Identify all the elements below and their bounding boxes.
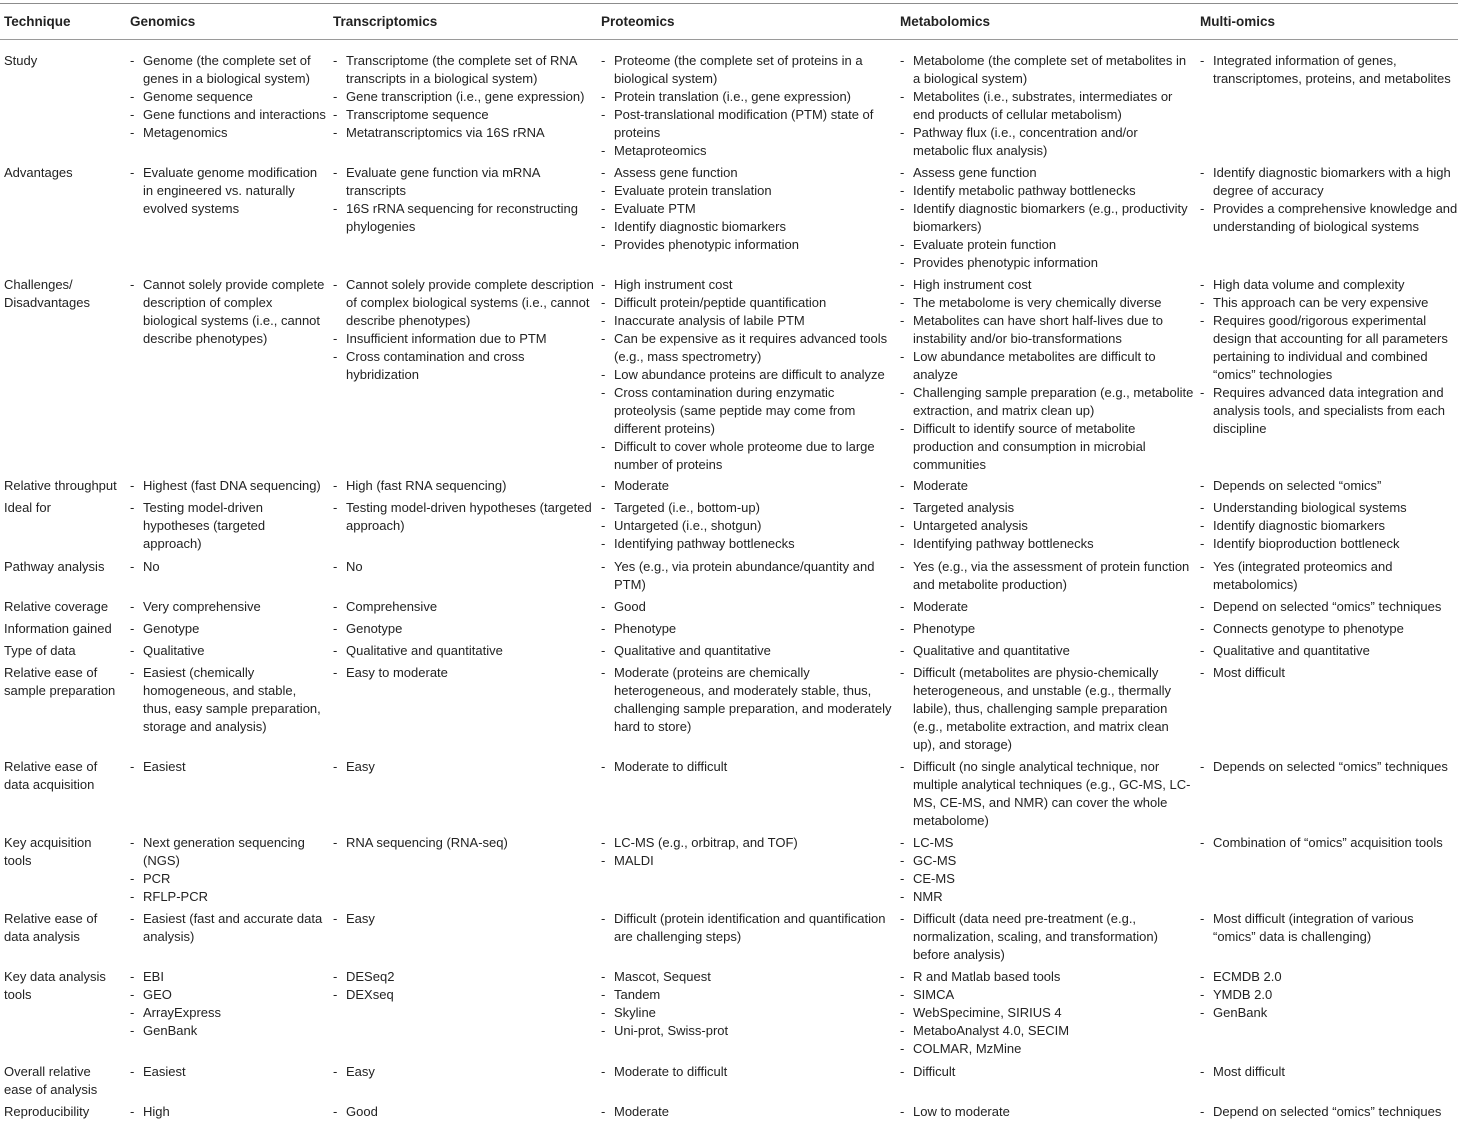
- cell-item: - Moderate: [601, 477, 893, 495]
- row-label: Key acquisition tools: [4, 835, 92, 868]
- cell-item: - ArrayExpress: [130, 1004, 326, 1022]
- cell-item: - Difficult: [900, 1063, 1194, 1081]
- table-cell: [601, 910, 893, 946]
- cell-item: - Qualitative and quantitative: [601, 642, 893, 660]
- cell-item: - Testing model-driven hypotheses (targeted approach): [130, 499, 326, 553]
- table-cell: [900, 276, 1194, 474]
- cell-item: - GC-MS: [900, 852, 1194, 870]
- cell-item: - Insufficient information due to PTM: [333, 330, 595, 348]
- cell-item: - Moderate: [900, 598, 1194, 616]
- cell-item: - Pathway flux (i.e., concentration and/or metabolic flux analysis): [900, 124, 1194, 160]
- table-cell: [900, 968, 1194, 1058]
- cell-item: - High data volume and complexity: [1200, 276, 1458, 294]
- cell-item: - Tandem: [601, 986, 893, 1004]
- table-cell: [900, 52, 1194, 160]
- table-cell: [333, 499, 595, 535]
- table-cell: [601, 1103, 893, 1121]
- cell-item: - Provides phenotypic information: [900, 254, 1194, 272]
- cell-item: - MALDI: [601, 852, 893, 870]
- cell-item: - LC-MS: [900, 834, 1194, 852]
- cell-item: - Understanding biological systems: [1200, 499, 1458, 517]
- cell-item: - Connects genotype to phenotype: [1200, 620, 1458, 638]
- table-cell: [601, 276, 893, 474]
- cell-item: - Assess gene function: [601, 164, 893, 182]
- row-label: Relative throughput: [4, 478, 117, 493]
- cell-item: - Difficult to cover whole proteome due to large number of proteins: [601, 438, 893, 474]
- cell-item: - Depends on selected “omics”: [1200, 477, 1458, 495]
- cell-item: - Easiest: [130, 1063, 326, 1081]
- cell-item: - Evaluate protein translation: [601, 182, 893, 200]
- table-cell: [1200, 834, 1458, 852]
- cell-item: - Evaluate genome modification in engineered vs. naturally evolved systems: [130, 164, 326, 218]
- cell-item: - Identify diagnostic biomarkers (e.g., productivity biomarkers): [900, 200, 1194, 236]
- table-cell: [1200, 477, 1458, 495]
- cell-item: - Combination of “omics” acquisition tools: [1200, 834, 1458, 852]
- cell-item: - Cannot solely provide complete description of complex biological systems (i.e., cannot describe phenotypes): [333, 276, 595, 330]
- cell-item: - Provides a comprehensive knowledge and understanding of biological systems: [1200, 200, 1458, 236]
- table-cell: [1200, 642, 1458, 660]
- row-label: Information gained: [4, 621, 112, 636]
- cell-item: - Can be expensive as it requires advanced tools (e.g., mass spectrometry): [601, 330, 893, 366]
- table-cell: [333, 642, 595, 660]
- cell-item: - Low to moderate: [900, 1103, 1194, 1121]
- cell-item: - Identify diagnostic biomarkers: [1200, 517, 1458, 535]
- table-cell: [130, 758, 326, 776]
- row-label: Advantages: [4, 165, 73, 180]
- table-cell: [333, 598, 595, 616]
- table-cell: [333, 968, 595, 1004]
- cell-item: - The metabolome is very chemically diverse: [900, 294, 1194, 312]
- table-cell: [601, 664, 893, 736]
- cell-item: - Identifying pathway bottlenecks: [601, 535, 893, 553]
- cell-item: - Easiest (fast and accurate data analysis): [130, 910, 326, 946]
- table-cell: [130, 558, 326, 576]
- cell-item: - Comprehensive: [333, 598, 595, 616]
- table-cell: [1200, 1103, 1458, 1121]
- table-cell: [1200, 558, 1458, 594]
- cell-item: - Moderate to difficult: [601, 758, 893, 776]
- table-cell: [900, 499, 1194, 553]
- table-cell: [900, 1103, 1194, 1121]
- cell-item: - Identify bioproduction bottleneck: [1200, 535, 1458, 553]
- table-cell: [601, 834, 893, 870]
- cell-item: - Qualitative and quantitative: [333, 642, 595, 660]
- row-label: Type of data: [4, 643, 76, 658]
- cell-item: - Qualitative: [130, 642, 326, 660]
- table-cell: [900, 164, 1194, 272]
- table-cell: [130, 499, 326, 553]
- table-cell: [130, 834, 326, 906]
- table-cell: [1200, 664, 1458, 682]
- cell-item: - High: [130, 1103, 326, 1121]
- row-label: Key data analysis tools: [4, 969, 106, 1002]
- table-cell: [601, 598, 893, 616]
- table-cell: [900, 598, 1194, 616]
- cell-item: - Difficult (protein identification and quantification are challenging steps): [601, 910, 893, 946]
- table-cell: [130, 276, 326, 348]
- table-cell: [333, 664, 595, 682]
- row-label: Overall relative ease of analysis: [4, 1064, 98, 1097]
- table-cell: [900, 477, 1194, 495]
- cell-item: - Easy: [333, 910, 595, 928]
- table-cell: [333, 276, 595, 384]
- cell-item: - Genotype: [130, 620, 326, 638]
- cell-item: - Easiest: [130, 758, 326, 776]
- table-cell: [601, 164, 893, 254]
- cell-item: - Easiest (chemically homogeneous, and stable, thus, easy sample preparation, storage and analysis): [130, 664, 326, 736]
- table-cell: [1200, 598, 1458, 616]
- table-cell: [601, 642, 893, 660]
- table-cell: [900, 664, 1194, 754]
- cell-item: - Moderate: [900, 477, 1194, 495]
- cell-item: - Low abundance proteins are difficult to analyze: [601, 366, 893, 384]
- table-cell: [333, 558, 595, 576]
- cell-item: - Difficult (no single analytical technique, nor multiple analytical techniques (e.g., GC-MS, LC-MS, CE-MS, and NMR) can cover the whole metabolome): [900, 758, 1194, 830]
- cell-item: - Proteome (the complete set of proteins in a biological system): [601, 52, 893, 88]
- cell-item: - Testing model-driven hypotheses (targeted approach): [333, 499, 595, 535]
- row-label: Relative ease of sample preparation: [4, 665, 116, 698]
- table-cell: [1200, 620, 1458, 638]
- table-cell: [130, 1103, 326, 1121]
- cell-item: - Cross contamination and cross hybridization: [333, 348, 595, 384]
- cell-item: - Yes (e.g., via the assessment of protein function and metabolite production): [900, 558, 1194, 594]
- table-cell: [130, 1063, 326, 1081]
- row-label: Relative coverage: [4, 599, 109, 614]
- table-cell: [333, 1063, 595, 1081]
- cell-item: - Cross contamination during enzymatic proteolysis (same peptide may come from different proteins): [601, 384, 893, 438]
- cell-item: - Low abundance metabolites are difficult to analyze: [900, 348, 1194, 384]
- cell-item: - Metabolites can have short half-lives due to instability and/or bio-transformations: [900, 312, 1194, 348]
- cell-item: - Phenotype: [601, 620, 893, 638]
- table-cell: [333, 164, 595, 236]
- cell-item: - Challenging sample preparation (e.g., metabolite extraction, and matrix clean up): [900, 384, 1194, 420]
- cell-item: - Post-translational modification (PTM) state of proteins: [601, 106, 893, 142]
- cell-item: - Very comprehensive: [130, 598, 326, 616]
- cell-item: - Protein translation (i.e., gene expression): [601, 88, 893, 106]
- table-cell: [333, 477, 595, 495]
- table-cell: [900, 910, 1194, 964]
- cell-item: - ECMDB 2.0: [1200, 968, 1458, 986]
- table-cell: [900, 642, 1194, 660]
- row-label: Pathway analysis: [4, 559, 105, 574]
- cell-item: - High instrument cost: [900, 276, 1194, 294]
- cell-item: - Easy: [333, 1063, 595, 1081]
- cell-item: - DESeq2: [333, 968, 595, 986]
- cell-item: - RNA sequencing (RNA-seq): [333, 834, 595, 852]
- cell-item: - 16S rRNA sequencing for reconstructing phylogenies: [333, 200, 595, 236]
- row-label: Reproducibility: [4, 1104, 90, 1119]
- cell-item: - Metaproteomics: [601, 142, 893, 160]
- cell-item: - Evaluate PTM: [601, 200, 893, 218]
- cell-item: - Yes (e.g., via protein abundance/quantity and PTM): [601, 558, 893, 594]
- header-metabolomics: Metabolomics: [900, 14, 991, 29]
- table-cell: [130, 164, 326, 218]
- cell-item: - PCR: [130, 870, 326, 888]
- cell-item: - Skyline: [601, 1004, 893, 1022]
- table-cell: [601, 620, 893, 638]
- cell-item: - WebSpecimine, SIRIUS 4: [900, 1004, 1194, 1022]
- cell-item: - High instrument cost: [601, 276, 893, 294]
- cell-item: - No: [333, 558, 595, 576]
- table-cell: [130, 620, 326, 638]
- cell-item: - Good: [601, 598, 893, 616]
- cell-item: - GEO: [130, 986, 326, 1004]
- cell-item: - This approach can be very expensive: [1200, 294, 1458, 312]
- table-cell: [601, 758, 893, 776]
- cell-item: - Depend on selected “omics” techniques: [1200, 598, 1458, 616]
- row-label: Relative ease of data acquisition: [4, 759, 98, 792]
- table-cell: [1200, 52, 1458, 88]
- cell-item: - SIMCA: [900, 986, 1194, 1004]
- table-cell: [130, 664, 326, 736]
- table-cell: [601, 477, 893, 495]
- table-cell: [1200, 499, 1458, 553]
- cell-item: - CE-MS: [900, 870, 1194, 888]
- cell-item: - Difficult protein/peptide quantification: [601, 294, 893, 312]
- cell-item: - No: [130, 558, 326, 576]
- cell-item: - Genome sequence: [130, 88, 326, 106]
- cell-item: - Phenotype: [900, 620, 1194, 638]
- row-label: Ideal for: [4, 500, 51, 515]
- table-cell: [1200, 164, 1458, 236]
- cell-item: - Transcriptome sequence: [333, 106, 595, 124]
- cell-item: - Moderate: [601, 1103, 893, 1121]
- row-label: Study: [4, 53, 38, 68]
- cell-item: - Yes (integrated proteomics and metabolomics): [1200, 558, 1458, 594]
- cell-item: - High (fast RNA sequencing): [333, 477, 595, 495]
- cell-item: - Identifying pathway bottlenecks: [900, 535, 1194, 553]
- cell-item: - Qualitative and quantitative: [1200, 642, 1458, 660]
- cell-item: - Next generation sequencing (NGS): [130, 834, 326, 870]
- cell-item: - GenBank: [130, 1022, 326, 1040]
- cell-item: - Easy to moderate: [333, 664, 595, 682]
- cell-item: - Metagenomics: [130, 124, 326, 142]
- table-cell: [900, 834, 1194, 906]
- cell-item: - Identify metabolic pathway bottlenecks: [900, 182, 1194, 200]
- cell-item: - R and Matlab based tools: [900, 968, 1194, 986]
- table-cell: [900, 558, 1194, 594]
- table-cell: [1200, 276, 1458, 438]
- table-cell: [601, 558, 893, 594]
- header-genomics: Genomics: [130, 14, 196, 29]
- cell-item: - Moderate to difficult: [601, 1063, 893, 1081]
- table-cell: [130, 968, 326, 1040]
- table-cell: [333, 52, 595, 142]
- table-cell: [1200, 968, 1458, 1022]
- cell-item: - Transcriptome (the complete set of RNA transcripts in a biological system): [333, 52, 595, 88]
- table-cell: [1200, 1063, 1458, 1081]
- cell-item: - Good: [333, 1103, 595, 1121]
- cell-item: - Easy: [333, 758, 595, 776]
- table-cell: [130, 910, 326, 946]
- header-multi-omics: Multi-omics: [1200, 14, 1276, 29]
- cell-item: - LC-MS (e.g., orbitrap, and TOF): [601, 834, 893, 852]
- cell-item: - Uni-prot, Swiss-prot: [601, 1022, 893, 1040]
- cell-item: - Gene transcription (i.e., gene expression): [333, 88, 595, 106]
- cell-item: - Requires advanced data integration and analysis tools, and specialists from each discipline: [1200, 384, 1458, 438]
- cell-item: - Difficult to identify source of metabolite production and consumption in microbial communities: [900, 420, 1194, 474]
- table-cell: [130, 598, 326, 616]
- cell-item: - COLMAR, MzMine: [900, 1040, 1194, 1058]
- cell-item: - MetaboAnalyst 4.0, SECIM: [900, 1022, 1194, 1040]
- row-label: Relative ease of data analysis: [4, 911, 98, 944]
- cell-item: - EBI: [130, 968, 326, 986]
- cell-item: - Mascot, Sequest: [601, 968, 893, 986]
- table-cell: [1200, 910, 1458, 946]
- row-label: Challenges/ Disadvantages: [4, 277, 90, 310]
- cell-item: - Requires good/rigorous experimental design that accounting for all parameters pertaining to individual and combined “omics” technologies: [1200, 312, 1458, 384]
- table-cell: [130, 642, 326, 660]
- cell-item: - YMDB 2.0: [1200, 986, 1458, 1004]
- cell-item: - Metatranscriptomics via 16S rRNA: [333, 124, 595, 142]
- table-cell: [601, 968, 893, 1040]
- cell-item: - Evaluate gene function via mRNA transcripts: [333, 164, 595, 200]
- cell-item: - Difficult (metabolites are physio-chemically heterogeneous, and unstable (e.g., thermally labile), thus, challenging sample preparation (e.g., metabolite extraction, and matrix clean up), and storage): [900, 664, 1194, 754]
- cell-item: - Metabolites (i.e., substrates, intermediates or end products of cellular metabolism): [900, 88, 1194, 124]
- cell-item: - Untargeted (i.e., shotgun): [601, 517, 893, 535]
- cell-item: - Most difficult (integration of various “omics” data is challenging): [1200, 910, 1458, 946]
- table-cell: [130, 477, 326, 495]
- table-cell: [333, 758, 595, 776]
- cell-item: - Identify diagnostic biomarkers with a high degree of accuracy: [1200, 164, 1458, 200]
- table-cell: [601, 52, 893, 160]
- cell-item: - Moderate (proteins are chemically heterogeneous, and moderately stable, thus, challenging sample preparation, and moderately hard to store): [601, 664, 893, 736]
- cell-item: - Evaluate protein function: [900, 236, 1194, 254]
- header-technique: Technique: [4, 14, 71, 29]
- table-cell: [333, 834, 595, 852]
- cell-item: - Genome (the complete set of genes in a biological system): [130, 52, 326, 88]
- cell-item: - Targeted (i.e., bottom-up): [601, 499, 893, 517]
- table-cell: [900, 1063, 1194, 1081]
- cell-item: - Cannot solely provide complete description of complex biological systems (i.e., cannot describe phenotypes): [130, 276, 326, 348]
- table-cell: [333, 1103, 595, 1121]
- cell-item: - Integrated information of genes, transcriptomes, proteins, and metabolites: [1200, 52, 1458, 88]
- table-cell: [130, 52, 326, 142]
- cell-item: - Depend on selected “omics” techniques: [1200, 1103, 1458, 1121]
- cell-item: - Most difficult: [1200, 1063, 1458, 1081]
- cell-item: - Targeted analysis: [900, 499, 1194, 517]
- cell-item: - DEXseq: [333, 986, 595, 1004]
- cell-item: - Assess gene function: [900, 164, 1194, 182]
- cell-item: - Most difficult: [1200, 664, 1458, 682]
- table-cell: [900, 758, 1194, 830]
- cell-item: - GenBank: [1200, 1004, 1458, 1022]
- cell-item: - Difficult (data need pre-treatment (e.g., normalization, scaling, and transformation) before analysis): [900, 910, 1194, 964]
- table-cell: [601, 1063, 893, 1081]
- cell-item: - Metabolome (the complete set of metabolites in a biological system): [900, 52, 1194, 88]
- header-rule: [0, 39, 1458, 40]
- header-transcriptomics: Transcriptomics: [333, 14, 438, 29]
- cell-item: - Provides phenotypic information: [601, 236, 893, 254]
- cell-item: - Gene functions and interactions: [130, 106, 326, 124]
- cell-item: - Qualitative and quantitative: [900, 642, 1194, 660]
- table-cell: [900, 620, 1194, 638]
- cell-item: - Inaccurate analysis of labile PTM: [601, 312, 893, 330]
- cell-item: - Genotype: [333, 620, 595, 638]
- table-top-rule: [0, 3, 1458, 4]
- header-proteomics: Proteomics: [601, 14, 675, 29]
- cell-item: - NMR: [900, 888, 1194, 906]
- cell-item: - RFLP-PCR: [130, 888, 326, 906]
- cell-item: - Depends on selected “omics” techniques: [1200, 758, 1458, 776]
- table-cell: [1200, 758, 1458, 776]
- table-cell: [601, 499, 893, 553]
- cell-item: - Identify diagnostic biomarkers: [601, 218, 893, 236]
- cell-item: - Untargeted analysis: [900, 517, 1194, 535]
- table-cell: [333, 620, 595, 638]
- table-cell: [333, 910, 595, 928]
- cell-item: - Highest (fast DNA sequencing): [130, 477, 326, 495]
